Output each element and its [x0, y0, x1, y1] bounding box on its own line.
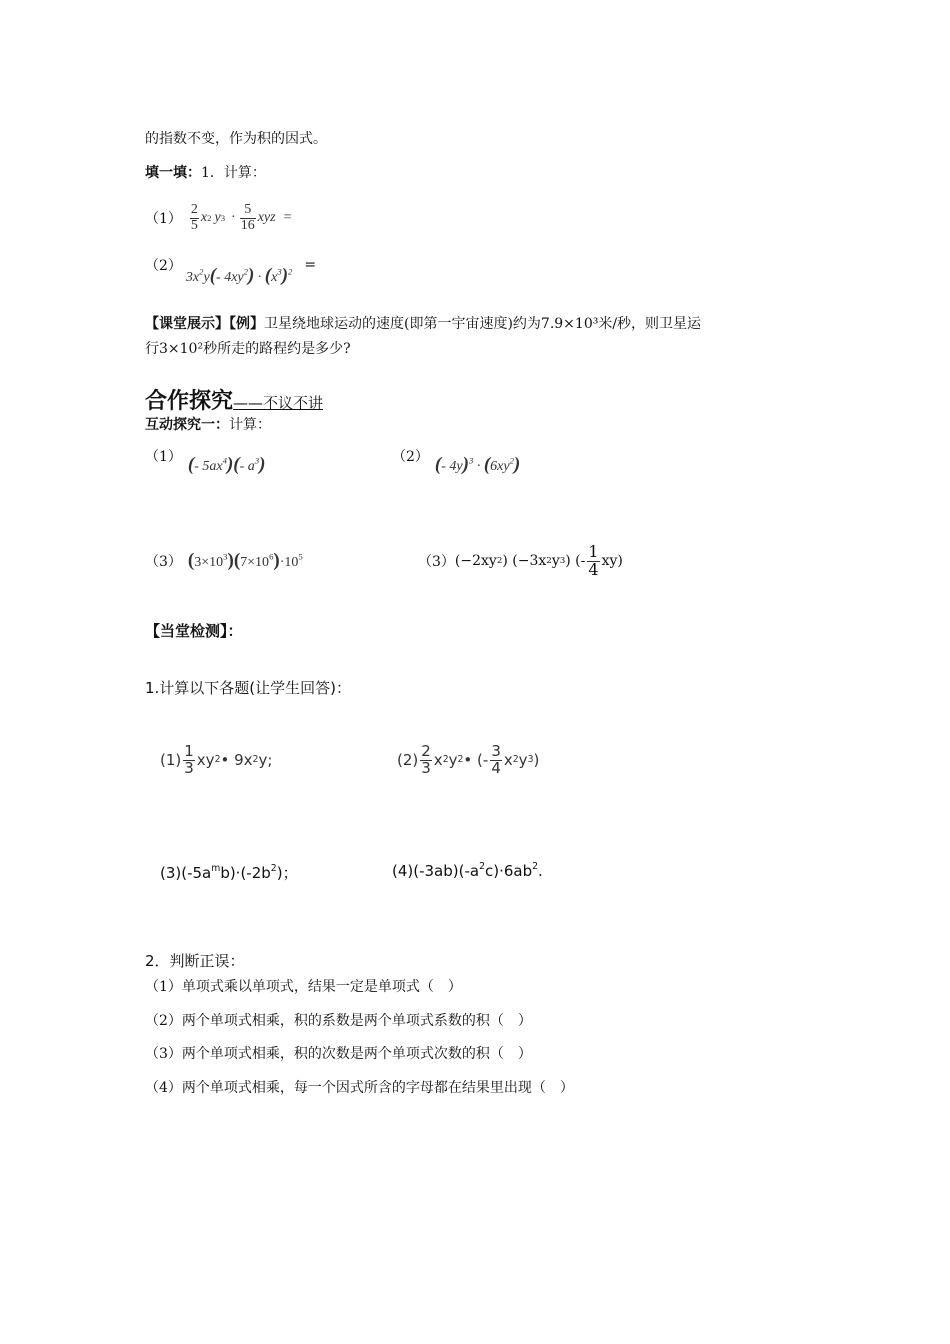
numerator: 3 — [491, 741, 501, 760]
question-number: (1) — [160, 751, 182, 769]
term: (3)(-5a — [160, 864, 212, 882]
term: 6xy — [490, 459, 510, 474]
equals-sign: = — [283, 210, 292, 225]
term: 7×10 — [240, 555, 270, 570]
coop-problem-3 — [145, 545, 303, 577]
fill-item: 1．计算： — [201, 165, 266, 181]
exponent: m — [211, 863, 221, 875]
interactive-label: 互动探究一： — [145, 417, 229, 433]
fill-label: 填一填： — [145, 165, 201, 181]
exponent: 2 — [479, 861, 485, 873]
section-title: 合作探究 — [145, 389, 234, 414]
section-subtitle: ——不议不讲 — [233, 394, 324, 412]
exponent: 3 — [223, 551, 228, 562]
term: b)·(-2b — [220, 864, 271, 882]
exponent: 3 — [277, 266, 282, 277]
term: )； — [276, 864, 298, 882]
exponent: 3 — [468, 455, 474, 466]
coop-problem-2 — [392, 446, 520, 476]
term: - 4xy — [216, 270, 244, 285]
term: y — [518, 751, 528, 769]
denominator: 3 — [184, 758, 194, 777]
check-title: 【当堂检测】： — [145, 622, 243, 640]
term: x — [433, 751, 443, 769]
term: y — [203, 270, 210, 285]
showcase-text: 卫星绕地球运动的速度(即第一宇宙速度)约为7.9×10³米/秒，则卫星运 — [264, 316, 702, 332]
term: x — [503, 751, 513, 769]
term: - 5ax — [194, 459, 223, 474]
variable: x — [200, 210, 208, 225]
judgment-item: （4）两个单项式相乘，每一个因式所含的字母都在结果里出现（ ） — [145, 1080, 574, 1096]
interactive-task: 计算： — [229, 417, 271, 433]
example-label: 【例】 — [229, 316, 264, 332]
term: • 9x — [220, 751, 253, 769]
expression: $(3\times 10^3)(7\times 10^6)\cdot 10^5$ — [187, 550, 303, 571]
numerator: 1 — [588, 541, 599, 561]
denominator: 4 — [588, 559, 599, 579]
question-number: （2） — [145, 258, 182, 274]
numerator: 5 — [244, 201, 252, 217]
term: 3×10 — [194, 555, 224, 570]
term: 3x — [185, 270, 200, 285]
coop-problem-1 — [145, 446, 265, 476]
showcase-line-1 — [145, 313, 701, 333]
check-question-2-title: 2．判断正误： — [145, 952, 245, 970]
numerator: 2 — [190, 201, 198, 217]
fill-question-1 — [145, 196, 292, 240]
dot-operator: · — [231, 210, 236, 225]
exponent: 2 — [199, 266, 204, 277]
equals-sign: = — [304, 257, 317, 273]
interactive-heading — [145, 414, 271, 434]
term: (4)(-3ab)(-a — [392, 862, 480, 880]
exponent: 2 — [270, 863, 277, 875]
term: ) (−3x — [502, 553, 547, 569]
term: - 4y — [441, 459, 463, 474]
judgment-item: （1）单项式乘以单项式，结果一定是单项式（ ） — [145, 979, 462, 995]
variable: xyz — [257, 210, 276, 225]
question-number: （1） — [145, 449, 182, 465]
expression: $3x^2y(-$ $4xy^2) \cdot (x^3)^2$ — [185, 265, 293, 286]
showcase-line-2: 行3×10²秒所走的路程约是多少? — [145, 341, 351, 357]
check-expression-3 — [160, 862, 298, 883]
denominator: 16 — [240, 217, 255, 233]
term: y — [551, 553, 560, 569]
term: . — [538, 862, 543, 880]
fill-heading — [145, 162, 266, 182]
term: • (- — [463, 751, 489, 769]
term: y — [448, 751, 458, 769]
check-expression-2: (2) $\frac{2}{3}$ x 2 y 2 • (- $\frac{3}{4}$ x 2 y 3 ) — [397, 741, 540, 777]
exponent: 5 — [298, 551, 303, 562]
exponent: 2 — [243, 266, 248, 277]
denominator: 5 — [190, 217, 198, 233]
check-expression-1: (1) $\frac{1}{3}$ xy 2 • 9x 2 y; — [160, 741, 273, 777]
showcase-label: 【课堂展示】 — [145, 316, 229, 332]
term: ) — [533, 751, 540, 769]
question-number: （2） — [392, 449, 429, 465]
cooperation-heading — [145, 384, 323, 415]
term: c)·6ab — [485, 862, 533, 880]
numerator: 1 — [184, 741, 194, 760]
term: - a — [239, 459, 255, 474]
exponent: 6 — [269, 551, 274, 562]
question-number: (2) — [397, 751, 419, 769]
exponent: 2 — [509, 455, 514, 466]
term: x — [271, 270, 278, 285]
term: xy) — [601, 553, 623, 569]
term: ) (- — [565, 553, 586, 569]
check-expression-4 — [392, 862, 543, 880]
fill-question-2 — [145, 255, 316, 289]
intro-line: 的指数不变，作为积的因式。 — [145, 131, 327, 147]
denominator: 4 — [491, 758, 501, 777]
judgment-item: （2）两个单项式相乘，积的系数是两个单项式系数的积（ ） — [145, 1013, 532, 1029]
expression: (- $5ax^4)(-$ $a^3$) — [187, 454, 266, 475]
exponent: 2 — [532, 861, 539, 873]
term: xy — [196, 751, 215, 769]
variable: y — [214, 210, 221, 225]
question-number: （3） — [145, 554, 182, 570]
question-number: （1） — [145, 211, 182, 227]
denominator: 3 — [421, 758, 431, 777]
expression: $\frac{2}{5}$ x 2 y 3 · $\frac{5}{16}$ xyz = — [190, 201, 292, 233]
judgment-item: （3）两个单项式相乘，积的次数是两个单项式次数的积（ ） — [145, 1046, 532, 1062]
term: (−2xy — [454, 553, 497, 569]
exponent: 3 — [254, 455, 260, 466]
check-question-1-title: 1.计算以下各题(让学生回答)： — [145, 679, 352, 697]
exponent: 4 — [222, 455, 227, 466]
question-number: （3） — [418, 554, 455, 570]
expression: (- $4y)^3 \cdot (6xy^2)$ — [434, 454, 521, 475]
numerator: 2 — [421, 741, 431, 760]
expression: (−2xy 2 ) (−3x 2 y 3 ) (- $\frac{1}{4}$ xy) — [454, 541, 623, 579]
term: y; — [258, 751, 273, 769]
term: ·10 — [279, 555, 299, 570]
coop-problem-4 — [418, 538, 623, 584]
